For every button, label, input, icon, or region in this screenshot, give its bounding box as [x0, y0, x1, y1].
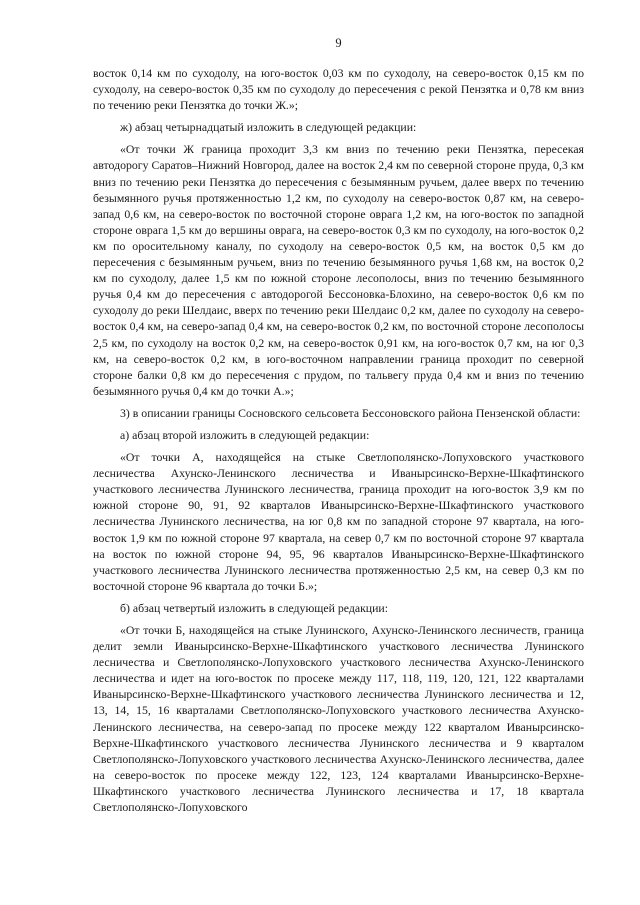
paragraph-p2: ж) абзац четырнадцатый изложить в следующей редакции: [120, 120, 417, 135]
paragraph-p6: «От точки А, находящейся на стыке Светлополянско-Лопуховского участкового лесничества Ахунско-Ленинского лесничества и Иванырсинско-Верхне-Шкафтинского участкового лесничества Лунинского лесничества, граница проходит на юго-восток 3,9 км по южной стороне 90, 91, 92 кварталов Иванырсинско-Верхне-Шкафтинского участкового лесничества Лунинского лесничества, на юг 0,8 км по западной стороне 97 квартала, на юго-восток 1,9 км по южной стороне 97 квартала, на север 0,7 км по восточной стороне 97 квартала на восток по южной стороне 94, 95, 96 кварталов Иванырсинско-Верхне-Шкафтинского участкового лесничества Лунинского лесничества протяженностью 2,5 км, на север 0,3 км по восточной стороне 96 квартала до точки Б.»; [93, 450, 584, 593]
paragraph-p5: а) абзац второй изложить в следующей редакции: [120, 427, 370, 442]
paragraph-p7: б) абзац четвертый изложить в следующей редакции: [120, 600, 389, 615]
document-body [93, 65, 584, 815]
paragraph-p8: «От точки Б, находящейся на стыке Лунинского, Ахунско-Ленинского лесничеств, граница делит земли Иванырсинско-Верхне-Шкафтинского участкового лесничества Лунинского лесничества и Светлополянско-Лопуховского участкового лесничества Ахунско-Ленинского лесничества и идет на юго-восток по просеке между 117, 118, 119, 120, 121, 122 кварталами Иванырсинско-Верхне-Шкафтинского участкового лесничества Лунинского лесничества и 12, 13, 14, 15, 16 кварталами Светлополянско-Лопуховского участкового лесничества Ахунско-Ленинского лесничества, на северо-запад по просеке между 122 кварталом Иванырсинско-Верхне-Шкафтинского участкового лесничества Лунинского лесничества и 9 кварталом Светлополянско-Лопуховского участкового лесничества Ахунско-Ленинского лесничества, далее на северо-восток по просеке между 122, 123, 124 кварталами Иванырсинско-Верхне-Шкафтинского участкового лесничества Лунинского лесничества и 17, 18 квартала Светлополянско-Лопуховского [93, 623, 584, 815]
paragraph-p3: «От точки Ж граница проходит 3,3 км вниз по течению реки Пензятка, пересекая автодорогу Саратов–Нижний Новгород, далее на восток 2,4 км по северной стороне пруда, 0,3 км вниз по течению реки Пензятка до пересечения с безымянным ручьем, далее вверх по течению безымянного ручья протяженностью 1,2 км, по суходолу на северо-восток 0,87 км, на северо-запад 0,6 км, на северо-восток по восточной стороне оврага 1,2 км, на юго-восток по западной стороне оврага 1,5 км до вершины оврага, на северо-восток 0,3 км по суходолу, на юго-восток 0,2 км по оросительному каналу, по суходолу на северо-восток 0,5 км, на восток 0,5 км до пересечения с безымянным ручьем, вниз по течению безымянного ручья 1,68 км, на восток 0,2 км по суходолу, далее 1,5 км по южной стороне лесополосы, вниз по течению безымянного ручья 0,4 км до пересечения с автодорогой Бессоновка-Блохино, на северо-восток 0,6 км по суходолу до реки Шелдаис, вверх по течению реки Шелдаис 0,2 км, далее по суходолу на северо-восток 0,4 км, на северо-запад 0,4 км, на северо-восток 0,2 км, по восточной стороне лесополосы 2,5 км, по суходолу на восток 0,2 км, на северо-восток 0,91 км, на юго-восток 0,7 км, на юг 0,3 км, на северо-восток 0,2 км, в юго-восточном направлении граница проходит по северной стороне балки 0,8 км до пересечения с прудом, по тальвегу пруда 0,4 км и вниз по течению безымянного ручья 0,4 км до точки А.»; [93, 142, 584, 398]
paragraph-p1: восток 0,14 км по суходолу, на юго-восток 0,03 км по суходолу, на северо-восток 0,15 км по суходолу, на северо-восток 0,35 км по суходолу до пересечения с рекой Пензятка и 0,78 км вниз по течению реки Пензятка до точки Ж.»; [93, 66, 584, 113]
paragraph-p4: 3) в описании границы Сосновского сельсовета Бессоновского района Пензенской области: [120, 405, 581, 420]
page-number: 9 [335, 36, 342, 50]
